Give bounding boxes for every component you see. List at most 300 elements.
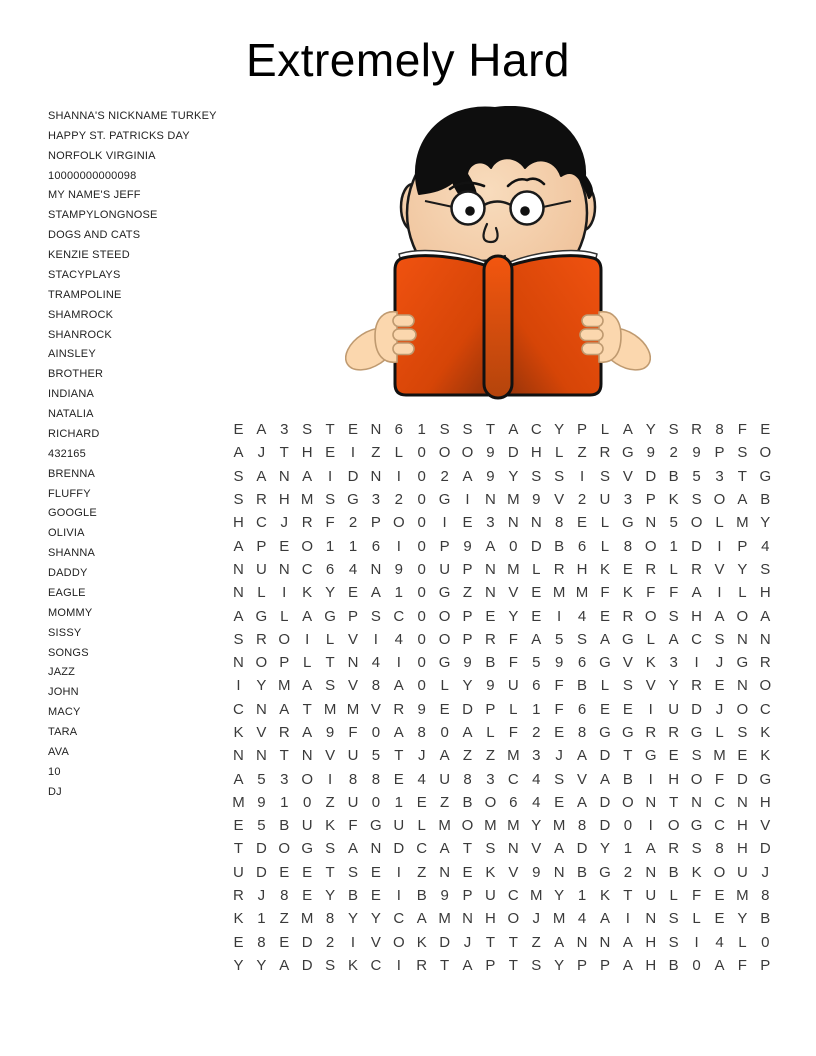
- grid-letter: I: [282, 584, 287, 602]
- grid-letter: K: [233, 724, 244, 741]
- grid-letter: 3: [486, 514, 495, 532]
- grid-letter: O: [507, 910, 520, 928]
- grid-letter: A: [416, 910, 427, 928]
- grid-letter: F: [554, 700, 564, 718]
- grid-letter: P: [485, 956, 496, 974]
- word-list-item: KENZIE STEED: [48, 249, 130, 262]
- grid-letter: O: [392, 933, 405, 951]
- grid-letter: T: [669, 793, 679, 811]
- grid-letter: 0: [509, 537, 518, 555]
- word-list-item: INDIANA: [48, 388, 95, 401]
- grid-letter: E: [668, 747, 679, 765]
- grid-letter: E: [370, 863, 381, 881]
- grid-letter: D: [255, 863, 267, 881]
- grid-letter: P: [279, 654, 290, 672]
- grid-letter: P: [462, 887, 473, 905]
- grid-letter: M: [736, 887, 749, 905]
- grid-letter: D: [347, 467, 359, 485]
- grid-letter: G: [736, 654, 749, 672]
- grid-letter: S: [554, 770, 565, 788]
- word-list-item: JAZZ: [48, 666, 76, 679]
- grid-letter: B: [279, 817, 290, 835]
- grid-letter: Z: [485, 747, 495, 765]
- grid-letter: L: [600, 537, 610, 555]
- grid-letter: 1: [394, 584, 403, 602]
- grid-letter: L: [669, 887, 678, 905]
- grid-letter: 0: [417, 677, 426, 695]
- grid-letter: H: [301, 444, 313, 462]
- word-list-item: SONGS: [48, 646, 89, 659]
- grid-letter: S: [531, 467, 542, 485]
- grid-letter: A: [599, 770, 610, 788]
- grid-letter: S: [622, 677, 633, 695]
- grid-letter: L: [417, 817, 426, 835]
- grid-letter: R: [622, 607, 634, 625]
- grid-letter: D: [530, 537, 542, 555]
- grid-letter: L: [715, 724, 724, 741]
- grid-letter: O: [461, 444, 474, 462]
- grid-letter: U: [301, 817, 313, 835]
- grid-letter: M: [278, 677, 291, 695]
- grid-letter: E: [302, 863, 313, 881]
- grid-letter: D: [645, 467, 657, 485]
- grid-letter: A: [714, 607, 725, 625]
- grid-letter: A: [554, 840, 565, 858]
- grid-letter: M: [507, 491, 520, 509]
- grid-letter: E: [599, 607, 610, 625]
- letter-grid: [227, 418, 777, 977]
- grid-letter: 8: [554, 514, 564, 532]
- grid-letter: 6: [371, 537, 381, 555]
- grid-letter: K: [622, 584, 633, 602]
- grid-letter: O: [759, 444, 772, 462]
- grid-letter: E: [599, 700, 610, 718]
- grid-letter: 4: [394, 630, 403, 648]
- grid-letter: L: [554, 444, 564, 462]
- grid-letter: K: [233, 910, 244, 928]
- grid-letter: N: [736, 630, 748, 648]
- grid-letter: S: [302, 421, 313, 439]
- grid-letter: Y: [370, 910, 381, 928]
- grid-letter: A: [691, 584, 702, 602]
- grid-letter: R: [599, 444, 611, 462]
- grid-letter: E: [233, 933, 244, 951]
- grid-letter: L: [600, 514, 610, 532]
- word-list-item: STACYPLAYS: [48, 268, 121, 281]
- grid-letter: T: [623, 747, 633, 765]
- grid-letter: C: [691, 630, 702, 648]
- grid-letter: D: [691, 537, 702, 555]
- grid-letter: 8: [371, 677, 381, 695]
- grid-letter: 5: [692, 467, 701, 485]
- grid-letter: N: [255, 747, 267, 765]
- grid-letter: U: [668, 700, 680, 718]
- grid-letter: S: [760, 560, 771, 578]
- grid-letter: B: [554, 537, 565, 555]
- grid-letter: I: [396, 654, 401, 672]
- grid-letter: R: [416, 956, 428, 974]
- grid-letter: 3: [280, 770, 289, 788]
- grid-letter: J: [761, 863, 770, 881]
- grid-letter: K: [347, 956, 358, 974]
- grid-letter: K: [668, 491, 679, 509]
- word-list: [48, 106, 217, 802]
- grid-letter: I: [442, 514, 447, 532]
- grid-letter: Y: [668, 677, 679, 695]
- word-list-item: STAMPYLONGNOSE: [48, 209, 158, 222]
- grid-letter: N: [645, 863, 657, 881]
- grid-letter: M: [575, 584, 589, 602]
- grid-letter: H: [759, 584, 771, 602]
- grid-letter: Z: [531, 933, 541, 951]
- grid-letter: A: [302, 467, 313, 485]
- grid-letter: T: [508, 933, 518, 951]
- grid-letter: A: [279, 956, 290, 974]
- grid-letter: O: [484, 793, 497, 811]
- grid-letter: L: [532, 560, 541, 578]
- word-list-item: NORFOLK VIRGINIA: [48, 149, 156, 162]
- grid-letter: A: [393, 724, 404, 741]
- grid-letter: A: [347, 840, 358, 858]
- grid-letter: 4: [577, 910, 587, 928]
- grid-letter: 3: [486, 770, 495, 788]
- grid-letter: M: [552, 817, 566, 835]
- grid-letter: T: [462, 840, 473, 858]
- grid-letter: 1: [280, 793, 289, 811]
- grid-letter: D: [301, 933, 313, 951]
- grid-letter: A: [554, 933, 565, 951]
- grid-letter: S: [325, 491, 336, 509]
- grid-letter: G: [690, 724, 703, 741]
- grid-letter: A: [302, 724, 313, 741]
- grid-letter: V: [347, 630, 358, 648]
- grid-letter: H: [691, 607, 702, 625]
- grid-letter: H: [645, 956, 657, 974]
- grid-letter: 5: [371, 747, 381, 765]
- grid-letter: V: [256, 724, 267, 741]
- grid-letter: E: [622, 560, 633, 578]
- grid-letter: P: [577, 421, 588, 439]
- grid-letter: F: [508, 654, 518, 672]
- word-list-item: DJ: [48, 785, 62, 798]
- word-list-item: NATALIA: [48, 408, 94, 421]
- grid-letter: I: [579, 467, 585, 485]
- grid-letter: V: [370, 700, 381, 718]
- grid-letter: 0: [371, 724, 381, 741]
- grid-letter: N: [233, 584, 244, 602]
- grid-letter: N: [278, 467, 290, 485]
- grid-letter: Y: [325, 584, 336, 602]
- grid-letter: A: [233, 770, 244, 788]
- grid-letter: K: [325, 817, 336, 835]
- word-list-item: MY NAME'S JEFF: [48, 189, 141, 202]
- grid-letter: 9: [440, 887, 449, 905]
- grid-letter: E: [531, 607, 542, 625]
- grid-letter: A: [302, 677, 313, 695]
- word-list-item: JOHN: [48, 686, 79, 699]
- grid-letter: A: [485, 537, 496, 555]
- grid-letter: Y: [462, 677, 473, 695]
- boy-reading-book-image: [345, 106, 651, 406]
- grid-letter: O: [438, 630, 451, 648]
- grid-letter: 3: [280, 421, 289, 439]
- page-title: Extremely Hard: [246, 34, 570, 86]
- grid-letter: A: [599, 910, 610, 928]
- grid-letter: U: [439, 560, 451, 578]
- grid-letter: A: [668, 630, 679, 648]
- grid-letter: N: [485, 584, 496, 602]
- grid-letter: O: [759, 677, 772, 695]
- grid-letter: N: [507, 514, 519, 532]
- grid-letter: L: [715, 514, 724, 532]
- grid-letter: 1: [348, 537, 358, 555]
- grid-letter: B: [416, 887, 427, 905]
- grid-letter: 0: [371, 793, 381, 811]
- grid-letter: O: [736, 700, 749, 718]
- word-list-item: 432165: [48, 447, 86, 460]
- grid-letter: S: [714, 630, 725, 648]
- word-list-item: EAGLE: [48, 586, 86, 599]
- grid-letter: S: [325, 956, 336, 974]
- grid-letter: I: [396, 537, 401, 555]
- grid-letter: T: [233, 840, 244, 858]
- grid-letter: S: [668, 607, 679, 625]
- grid-letter: G: [255, 607, 268, 625]
- grid-letter: C: [393, 910, 405, 928]
- grid-letter: 6: [325, 560, 335, 578]
- grid-letter: J: [257, 444, 266, 462]
- grid-letter: 9: [646, 444, 655, 462]
- grid-letter: L: [280, 607, 289, 625]
- grid-letter: 3: [371, 491, 381, 509]
- grid-letter: 8: [257, 933, 266, 951]
- grid-letter: 0: [417, 537, 426, 555]
- grid-letter: N: [645, 514, 657, 532]
- word-list-item: SHAMROCK: [48, 308, 114, 321]
- word-list-item: AINSLEY: [48, 348, 96, 361]
- grid-letter: 9: [325, 724, 335, 741]
- grid-letter: E: [439, 700, 450, 718]
- grid-letter: E: [554, 793, 565, 811]
- grid-letter: O: [255, 654, 268, 672]
- grid-letter: 2: [623, 863, 633, 881]
- grid-letter: 3: [715, 467, 724, 485]
- grid-letter: C: [301, 560, 313, 578]
- word-list-item: SHANNA: [48, 547, 96, 560]
- grid-letter: N: [255, 700, 267, 718]
- grid-letter: S: [531, 956, 542, 974]
- grid-letter: O: [461, 817, 474, 835]
- grid-letter: C: [714, 793, 725, 811]
- grid-letter: H: [278, 491, 290, 509]
- grid-letter: Y: [737, 910, 748, 928]
- word-list-item: 10: [48, 765, 61, 778]
- grid-letter: E: [737, 747, 748, 765]
- grid-letter: M: [438, 910, 451, 928]
- grid-letter: M: [438, 817, 451, 835]
- grid-letter: B: [760, 910, 771, 928]
- grid-letter: K: [416, 933, 427, 951]
- grid-letter: P: [256, 537, 267, 555]
- grid-letter: I: [396, 887, 401, 905]
- grid-letter: M: [552, 584, 566, 602]
- grid-letter: B: [462, 793, 473, 811]
- grid-letter: 8: [371, 770, 381, 788]
- grid-letter: M: [713, 747, 726, 765]
- grid-letter: M: [507, 747, 520, 765]
- grid-letter: I: [625, 910, 630, 928]
- grid-letter: G: [622, 514, 634, 532]
- grid-letter: L: [486, 724, 495, 741]
- word-list-item: DADDY: [48, 567, 88, 580]
- grid-letter: 6: [394, 421, 403, 439]
- grid-letter: 8: [280, 887, 289, 905]
- grid-letter: J: [555, 747, 563, 765]
- grid-letter: E: [279, 933, 290, 951]
- grid-letter: 8: [761, 887, 770, 905]
- grid-letter: P: [577, 956, 588, 974]
- grid-letter: U: [599, 491, 611, 509]
- grid-letter: U: [233, 863, 244, 881]
- grid-letter: E: [622, 700, 633, 718]
- grid-letter: O: [667, 817, 680, 835]
- grid-letter: T: [325, 863, 335, 881]
- grid-letter: P: [462, 607, 473, 625]
- boy-reading-book-illustration: [345, 106, 651, 406]
- grid-letter: S: [668, 421, 679, 439]
- grid-letter: D: [759, 840, 771, 858]
- grid-letter: S: [439, 421, 450, 439]
- grid-letter: U: [507, 677, 519, 695]
- grid-letter: Y: [325, 887, 336, 905]
- grid-letter: U: [255, 560, 267, 578]
- grid-letter: R: [278, 724, 290, 741]
- grid-letter: O: [438, 607, 451, 625]
- grid-letter: S: [691, 491, 702, 509]
- grid-letter: J: [463, 933, 472, 951]
- grid-letter: I: [236, 677, 241, 695]
- grid-letter: N: [278, 560, 290, 578]
- grid-letter: P: [599, 956, 610, 974]
- grid-letter: C: [507, 887, 519, 905]
- grid-letter: P: [462, 630, 473, 648]
- grid-letter: 9: [692, 444, 701, 462]
- grid-letter: G: [438, 584, 451, 602]
- grid-letter: 6: [532, 677, 541, 695]
- grid-letter: F: [669, 584, 679, 602]
- grid-letter: G: [370, 817, 382, 835]
- grid-letter: R: [301, 514, 313, 532]
- grid-letter: F: [325, 514, 335, 532]
- grid-letter: O: [622, 793, 634, 811]
- grid-letter: 9: [486, 444, 495, 462]
- grid-letter: I: [327, 467, 333, 485]
- grid-letter: 2: [440, 467, 449, 485]
- grid-letter: R: [691, 421, 702, 439]
- grid-letter: E: [302, 887, 313, 905]
- grid-letter: S: [577, 630, 588, 648]
- word-list-item: GOOGLE: [48, 507, 97, 520]
- grid-letter: J: [417, 747, 426, 765]
- grid-letter: 8: [348, 770, 358, 788]
- grid-letter: R: [668, 724, 680, 741]
- grid-letter: 4: [371, 654, 381, 672]
- grid-letter: H: [233, 514, 244, 532]
- grid-letter: A: [714, 956, 725, 974]
- grid-letter: H: [645, 933, 657, 951]
- grid-letter: T: [737, 467, 747, 485]
- grid-letter: S: [370, 607, 381, 625]
- grid-letter: E: [347, 584, 358, 602]
- grid-letter: 1: [623, 840, 633, 858]
- grid-letter: L: [738, 933, 747, 951]
- grid-letter: 9: [417, 700, 426, 718]
- grid-letter: 8: [577, 817, 587, 835]
- grid-letter: T: [279, 747, 289, 765]
- grid-letter: A: [233, 444, 244, 462]
- grid-letter: 9: [463, 537, 472, 555]
- grid-letter: L: [394, 444, 403, 462]
- grid-letter: Y: [508, 607, 519, 625]
- grid-letter: D: [255, 840, 267, 858]
- grid-letter: 5: [554, 630, 564, 648]
- grid-letter: 4: [532, 793, 541, 811]
- grid-letter: C: [416, 840, 428, 858]
- grid-letter: C: [714, 817, 725, 835]
- grid-letter: D: [393, 840, 405, 858]
- grid-letter: 0: [761, 933, 770, 951]
- grid-letter: A: [462, 724, 473, 741]
- grid-letter: 2: [532, 724, 541, 741]
- grid-letter: V: [347, 677, 358, 695]
- word-list-item: BRENNA: [48, 467, 96, 480]
- grid-letter: 9: [554, 654, 564, 672]
- grid-letter: A: [508, 421, 519, 439]
- grid-letter: A: [737, 491, 748, 509]
- grid-letter: A: [645, 840, 656, 858]
- grid-letter: A: [302, 607, 313, 625]
- grid-letter: R: [553, 560, 565, 578]
- grid-letter: F: [508, 630, 518, 648]
- grid-letter: S: [691, 747, 702, 765]
- grid-letter: S: [599, 467, 610, 485]
- grid-letter: V: [554, 491, 565, 509]
- grid-letter: P: [485, 700, 496, 718]
- grid-letter: C: [255, 514, 267, 532]
- grid-letter: Y: [256, 956, 267, 974]
- grid-letter: N: [233, 560, 244, 578]
- grid-letter: 3: [623, 491, 633, 509]
- grid-letter: F: [508, 724, 518, 741]
- grid-letter: 0: [623, 817, 633, 835]
- grid-letter: 8: [623, 537, 633, 555]
- grid-letter: 8: [325, 910, 335, 928]
- grid-letter: T: [508, 956, 518, 974]
- grid-letter: 0: [303, 793, 312, 811]
- grid-letter: U: [485, 887, 496, 905]
- grid-letter: O: [736, 607, 749, 625]
- grid-letter: Y: [554, 421, 565, 439]
- grid-letter: P: [347, 607, 358, 625]
- grid-letter: N: [347, 654, 359, 672]
- grid-letter: S: [737, 724, 748, 741]
- grid-letter: T: [302, 700, 312, 718]
- grid-letter: T: [394, 747, 404, 765]
- grid-letter: T: [325, 654, 335, 672]
- grid-letter: D: [462, 700, 473, 718]
- grid-letter: 2: [669, 444, 678, 462]
- grid-letter: 1: [532, 700, 541, 718]
